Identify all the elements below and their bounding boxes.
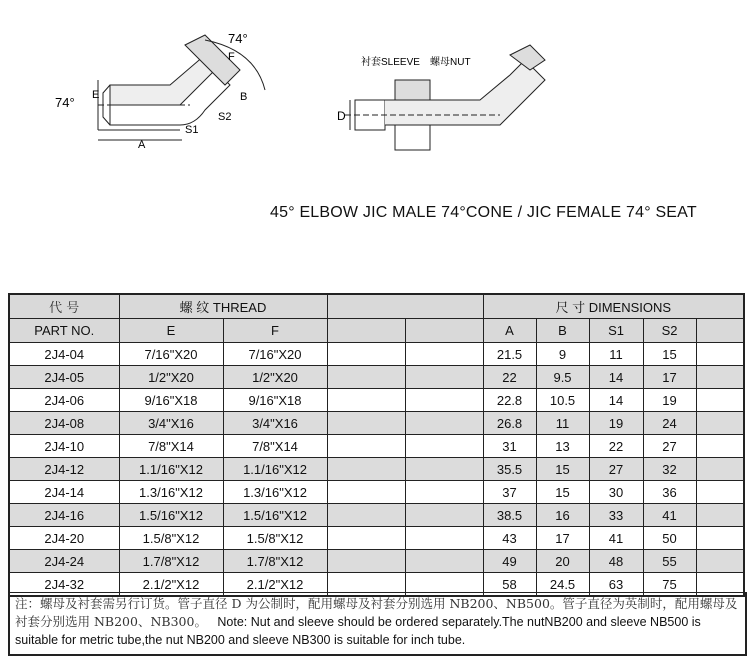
blank-cell — [696, 527, 744, 550]
b-header: B — [536, 319, 589, 343]
blank-cell — [327, 389, 405, 412]
dim-s2-cell: 36 — [643, 481, 696, 504]
dim-s1-cell: 41 — [589, 527, 643, 550]
dim-s1-cell: 27 — [589, 458, 643, 481]
part-no-cell: 2J4-24 — [9, 550, 119, 573]
blank-header — [327, 294, 483, 319]
dim-b-cell: 9 — [536, 343, 589, 366]
header-row-1 — [9, 294, 744, 319]
thread-f-cell: 1.5/16"X12 — [223, 504, 327, 527]
blank-cell — [327, 435, 405, 458]
note-en: Note: Nut and sleeve should be ordered separately.The nutNB200 and sleeve NB500 is suitable for metric tube,the nut NB200 and sleeve NB300 is suitable for inch tube. — [15, 615, 701, 647]
table-row — [9, 389, 744, 412]
blank-cell — [696, 412, 744, 435]
dim-b-cell: 10.5 — [536, 389, 589, 412]
part-no-cell: 2J4-10 — [9, 435, 119, 458]
blank-cell — [327, 527, 405, 550]
dim-s2-cell: 50 — [643, 527, 696, 550]
blank-cell — [696, 366, 744, 389]
blank-cell — [327, 481, 405, 504]
note-cn: 注：螺母及衬套需另行订货。管子直径 D 为公制时，配用螺母及衬套分别选用 NB200、NB500。管子直径为英制时，配用螺母及衬套分别选用 NB200、NB300。 — [15, 596, 738, 629]
blank-cell — [696, 481, 744, 504]
dim-s2-cell: 17 — [643, 366, 696, 389]
thread-f-cell: 9/16"X18 — [223, 389, 327, 412]
blank-cell — [405, 435, 483, 458]
f-header: F — [223, 319, 327, 343]
dim-s1-cell: 19 — [589, 412, 643, 435]
dim-a-cell: 22.8 — [483, 389, 536, 412]
dim-b-cell: 17 — [536, 527, 589, 550]
dim-b-cell: 20 — [536, 550, 589, 573]
dim-b-cell: 13 — [536, 435, 589, 458]
blank-cell — [405, 366, 483, 389]
dim-s2: S2 — [218, 111, 232, 123]
thread-f-cell: 1.7/8"X12 — [223, 550, 327, 573]
s1-header: S1 — [589, 319, 643, 343]
thread-e-cell: 1.1/16"X12 — [119, 458, 223, 481]
sleeve-label: 衬套SLEEVE — [361, 57, 420, 68]
dim-s1-cell: 33 — [589, 504, 643, 527]
thread-f-cell: 2.1/2"X12 — [223, 573, 327, 597]
dim-a-cell: 26.8 — [483, 412, 536, 435]
nut-label: 螺母NUT — [430, 57, 471, 68]
dim-s2-cell: 41 — [643, 504, 696, 527]
blank-cell — [327, 550, 405, 573]
dim-b-cell: 15 — [536, 458, 589, 481]
thread-e-cell: 1.7/8"X12 — [119, 550, 223, 573]
blank-cell — [696, 504, 744, 527]
thread-e-cell: 2.1/2"X12 — [119, 573, 223, 597]
dim-a-cell: 43 — [483, 527, 536, 550]
dim-a-cell: 58 — [483, 573, 536, 597]
thread-e-cell: 1/2"X20 — [119, 366, 223, 389]
blank-cell — [327, 412, 405, 435]
blank-cell — [327, 366, 405, 389]
dim-b-cell: 15 — [536, 481, 589, 504]
blank-cell — [405, 343, 483, 366]
dimensions-table — [8, 293, 745, 597]
blank-header — [696, 319, 744, 343]
dim-s1-cell: 30 — [589, 481, 643, 504]
dim-s2-cell: 32 — [643, 458, 696, 481]
thread-f-cell: 7/8"X14 — [223, 435, 327, 458]
thread-f-cell: 1/2"X20 — [223, 366, 327, 389]
part-no-cn-header: 代 号 — [9, 294, 119, 319]
blank-cell — [696, 389, 744, 412]
dim-e: E — [92, 89, 100, 101]
thread-f-cell: 7/16"X20 — [223, 343, 327, 366]
male-elbow-drawing — [98, 35, 265, 140]
dim-b-cell: 16 — [536, 504, 589, 527]
part-no-cell: 2J4-04 — [9, 343, 119, 366]
blank-cell — [405, 481, 483, 504]
thread-e-cell: 9/16"X18 — [119, 389, 223, 412]
dim-a: A — [138, 139, 146, 151]
blank-header — [327, 319, 405, 343]
thread-f-cell: 1.1/16"X12 — [223, 458, 327, 481]
dim-a-cell: 37 — [483, 481, 536, 504]
angle-label-top: 74° — [228, 31, 248, 46]
dim-s2-cell: 75 — [643, 573, 696, 597]
dim-s1-cell: 14 — [589, 389, 643, 412]
blank-cell — [696, 458, 744, 481]
blank-cell — [405, 504, 483, 527]
thread-e-cell: 3/4"X16 — [119, 412, 223, 435]
dim-s2-cell: 27 — [643, 435, 696, 458]
part-no-cell: 2J4-16 — [9, 504, 119, 527]
dim-b-cell: 11 — [536, 412, 589, 435]
dim-s2-cell: 19 — [643, 389, 696, 412]
part-no-header: PART NO. — [9, 319, 119, 343]
part-no-cell: 2J4-08 — [9, 412, 119, 435]
dim-a-cell: 31 — [483, 435, 536, 458]
table-row — [9, 550, 744, 573]
dim-a-cell: 21.5 — [483, 343, 536, 366]
part-no-cell: 2J4-32 — [9, 573, 119, 597]
part-no-cell: 2J4-12 — [9, 458, 119, 481]
blank-cell — [405, 550, 483, 573]
blank-cell — [696, 435, 744, 458]
product-title: 45° ELBOW JIC MALE 74°CONE / JIC FEMALE 74° SEAT — [270, 204, 697, 221]
blank-header — [405, 319, 483, 343]
table-row — [9, 458, 744, 481]
dim-s1-cell: 14 — [589, 366, 643, 389]
table-row — [9, 366, 744, 389]
blank-cell — [405, 527, 483, 550]
dim-a-cell: 49 — [483, 550, 536, 573]
a-header: A — [483, 319, 536, 343]
part-no-cell: 2J4-14 — [9, 481, 119, 504]
dim-s2-cell: 24 — [643, 412, 696, 435]
dim-s1-cell: 22 — [589, 435, 643, 458]
thread-header: 螺 纹 THREAD — [119, 294, 327, 319]
dim-b-cell: 24.5 — [536, 573, 589, 597]
header-row-2 — [9, 319, 744, 343]
thread-e-cell: 7/16"X20 — [119, 343, 223, 366]
dim-s2-cell: 15 — [643, 343, 696, 366]
dimensions-header: 尺 寸 DIMENSIONS — [483, 294, 744, 319]
dim-s1: S1 — [185, 124, 199, 136]
dim-a-cell: 35.5 — [483, 458, 536, 481]
dim-b-cell: 9.5 — [536, 366, 589, 389]
thread-e-cell: 7/8"X14 — [119, 435, 223, 458]
dim-s1-cell: 48 — [589, 550, 643, 573]
e-header: E — [119, 319, 223, 343]
angle-label-left: 74° — [55, 95, 75, 110]
blank-cell — [696, 343, 744, 366]
dim-a-cell: 38.5 — [483, 504, 536, 527]
blank-cell — [327, 343, 405, 366]
note — [8, 592, 747, 656]
dim-s1-cell: 11 — [589, 343, 643, 366]
blank-cell — [405, 412, 483, 435]
table-row — [9, 343, 744, 366]
blank-cell — [327, 504, 405, 527]
part-no-cell: 2J4-05 — [9, 366, 119, 389]
blank-cell — [405, 458, 483, 481]
blank-cell — [405, 389, 483, 412]
dim-s2-cell: 55 — [643, 550, 696, 573]
table-row — [9, 412, 744, 435]
dim-d: D — [337, 109, 346, 123]
thread-f-cell: 3/4"X16 — [223, 412, 327, 435]
part-no-cell: 2J4-06 — [9, 389, 119, 412]
part-no-cell: 2J4-20 — [9, 527, 119, 550]
dim-s1-cell: 63 — [589, 573, 643, 597]
fitting-diagram — [0, 0, 750, 200]
blank-cell — [327, 458, 405, 481]
thread-e-cell: 1.5/8"X12 — [119, 527, 223, 550]
dim-f: F — [228, 51, 235, 63]
blank-cell — [696, 550, 744, 573]
table-row — [9, 481, 744, 504]
table-row — [9, 435, 744, 458]
thread-e-cell: 1.5/16"X12 — [119, 504, 223, 527]
dim-a-cell: 22 — [483, 366, 536, 389]
dim-b: B — [240, 91, 248, 103]
table-row — [9, 504, 744, 527]
s2-header: S2 — [643, 319, 696, 343]
table-row — [9, 527, 744, 550]
thread-f-cell: 1.5/8"X12 — [223, 527, 327, 550]
thread-f-cell: 1.3/16"X12 — [223, 481, 327, 504]
thread-e-cell: 1.3/16"X12 — [119, 481, 223, 504]
